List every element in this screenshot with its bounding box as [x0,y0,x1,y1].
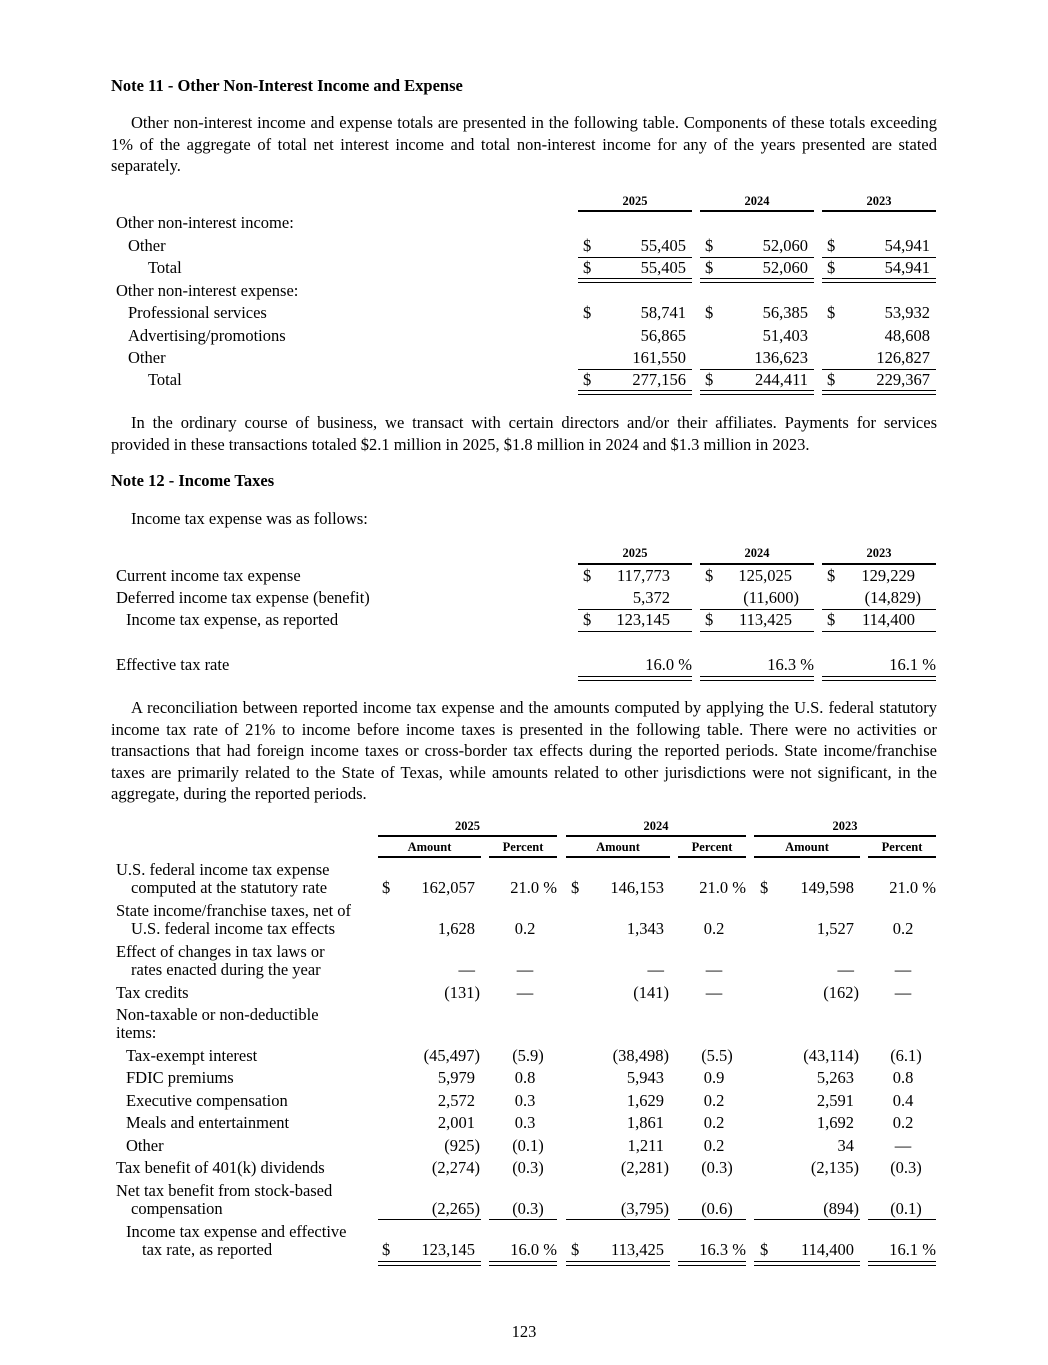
note11-year-2025: 2025 [622,194,648,208]
dollar-sign: $ [583,370,592,389]
double-rule [822,278,936,283]
income-other-2025: 55,405 [640,236,686,255]
tax-value: 117,773 [616,566,670,585]
expense-value: 126,827 [876,348,930,367]
recon-amount: (3,795) [620,1199,669,1218]
recon-amount: 1,343 [626,919,664,938]
recon-row-label: Tax benefit of 401(k) dividends [116,1158,325,1177]
recon-percent: — [894,983,912,1002]
recon-percent: (0.6) [701,1199,733,1218]
recon-amount: (2,274) [431,1158,480,1177]
tax-value: 129,229 [861,566,915,585]
recon-percent: (0.3) [512,1158,544,1177]
rule [678,856,746,858]
recon-percent: — [516,960,534,979]
tax-value: 114,400 [861,610,915,629]
double-rule [754,1261,860,1266]
recon-amount: (2,265) [431,1199,480,1218]
note12-intro: Income tax expense was as follows: [131,509,368,528]
amount-header: Amount [785,840,829,854]
expense-row-label: Advertising/promotions [128,326,286,345]
dollar-sign: $ [705,258,714,277]
rule [822,563,936,565]
recon-amount: (925) [444,1136,480,1155]
expense-value: 136,623 [754,348,808,367]
recon-row-label: items: [116,1023,157,1042]
expense-header: Other non-interest expense: [116,281,299,300]
recon-percent: (5.9) [512,1046,544,1065]
recon-amount: 1,861 [626,1113,664,1132]
percent-header: Percent [691,840,733,854]
recon-percent: (0.3) [512,1199,544,1218]
dollar-sign: $ [705,236,714,255]
recon-percent: 0.8 [514,1068,536,1087]
recon-row-label: State income/franchise taxes, net of [116,901,352,920]
double-rule [822,676,936,681]
expense-total-label: Total [148,370,182,389]
note12-year-2025: 2025 [622,546,648,560]
rule [700,631,814,632]
recon-amount: (38,498) [612,1046,669,1065]
double-rule [868,1261,936,1266]
note11-title: Note 11 - Other Non-Interest Income and Expense [111,76,463,95]
recon-row-label: FDIC premiums [126,1068,234,1087]
recon-percent: 0.2 [514,919,536,938]
effective-rate-value: 16.3 % [767,655,814,674]
rule [754,1219,860,1220]
dollar-sign: $ [827,610,836,629]
dollar-sign: $ [583,236,592,255]
recon-amount: — [458,960,475,979]
recon-amount: 1,692 [816,1113,854,1132]
recon-percent: 0.4 [892,1091,914,1110]
recon-row-label: Meals and entertainment [126,1113,290,1132]
recon-amount: 149,598 [800,878,854,897]
recon-percent: — [705,983,723,1002]
dollar-sign: $ [827,370,836,389]
recon-row-label: compensation [131,1199,223,1218]
percent-header: Percent [881,840,923,854]
recon-row-label: Other [126,1136,164,1155]
dollar-sign: $ [827,303,836,322]
dollar-sign: $ [583,566,592,585]
rule [678,1219,746,1220]
note12-paragraph: A reconciliation between reported income tax expense and the amounts computed by applying the U.S. federal statutory income tax rate of 21% to income before income taxes is presented in the following table. There were no activities or transactions that had foreign income taxes or cross-border tax effects during the reported periods. State income/franchise taxes are primarily related to the State of Texas, while amounts related to other jurisdictions were not significant, in the aggregate, during the reported periods. [111,698,937,803]
percent-header: Percent [502,840,544,854]
recon-percent: — [705,960,723,979]
dollar-sign: $ [571,1240,580,1259]
rule [378,856,481,858]
recon-percent: 21.0 % [510,878,557,897]
recon-amount: 123,145 [421,1240,475,1259]
rule [700,563,814,565]
expense-value: 48,608 [884,326,930,345]
dollar-sign: $ [705,566,714,585]
recon-row-label: Tax-exempt interest [126,1046,258,1065]
income-total-2025: 55,405 [640,258,686,277]
recon-amount: 2,001 [437,1113,475,1132]
recon-row-label: Tax credits [116,983,189,1002]
recon-amount: (141) [633,983,669,1002]
rule [489,1219,557,1220]
note11-year-2023: 2023 [866,194,892,208]
double-rule [578,390,692,395]
recon-amount: 113,425 [610,1240,664,1259]
expense-value: 53,932 [884,303,930,322]
rule [378,1219,481,1220]
note12-title: Note 12 - Income Taxes [111,471,275,490]
double-rule [822,390,936,395]
rule [566,835,746,837]
recon-percent: 0.2 [892,919,914,938]
recon-percent: 16.0 % [510,1240,557,1259]
note11-paragraph: Other non-interest income and expense totals are presented in the following table. Components of these totals exceeding 1% of the aggregate of total net interest income and total non-interest income for any of the years presented are stated separately. [111,113,937,175]
recon-percent: 0.3 [514,1091,536,1110]
recon-amount: 2,572 [437,1091,475,1110]
recon-amount: (2,281) [620,1158,669,1177]
tax-value: (11,600) [743,588,799,607]
effective-rate-label: Effective tax rate [116,655,230,674]
double-rule [578,676,692,681]
recon-percent: 0.9 [703,1068,725,1087]
recon-amount: (894) [823,1199,859,1218]
recon-amount: 34 [837,1136,854,1155]
recon-percent: 0.2 [703,919,725,938]
effective-rate-value: 16.0 % [645,655,692,674]
recon-row-label: computed at the statutory rate [131,878,328,897]
recon-percent: (0.3) [701,1158,733,1177]
note11-paragraph2: In the ordinary course of business, we transact with certain directors and/or their affiliates. Payments for services provided in these transactions totaled $2.1 million in 2025, $1.8 million in 2024 and $1.3 million in 2023. [111,413,937,454]
double-rule [700,390,814,395]
expense-value: 161,550 [632,348,686,367]
income-total-2023: 54,941 [884,258,930,277]
recon-amount: — [837,960,854,979]
dollar-sign: $ [827,258,836,277]
double-rule [378,1261,481,1266]
tax-value: 125,025 [738,566,792,585]
tax-row-label: Deferred income tax expense (benefit) [116,588,370,607]
recon-percent: (0.3) [890,1158,922,1177]
rule [578,563,692,565]
recon-row-label: Income tax expense and effective [126,1222,347,1241]
expense-value: 51,403 [762,326,808,345]
income-header: Other non-interest income: [116,213,294,232]
recon-percent: 0.2 [703,1091,725,1110]
recon-percent: (0.1) [512,1136,544,1155]
tax-value: (14,829) [864,588,921,607]
double-rule [489,1261,557,1266]
tax-row-label: Current income tax expense [116,566,301,585]
recon-amount: 162,057 [421,878,475,897]
dollar-sign: $ [827,566,836,585]
tax-value: 113,425 [738,610,792,629]
dollar-sign: $ [583,610,592,629]
recon-percent: 16.3 % [699,1240,746,1259]
recon-row-label: U.S. federal income tax effects [131,919,336,938]
expense-row-label: Other [128,348,166,367]
rule [578,631,692,632]
recon-percent: 16.1 % [889,1240,936,1259]
dollar-sign: $ [382,878,391,897]
recon-amount: 5,263 [816,1068,854,1087]
rule [754,835,936,837]
recon-amount: (43,114) [803,1046,859,1065]
recon-percent: (6.1) [890,1046,922,1065]
rule [822,631,936,632]
rule [566,1219,670,1220]
dollar-sign: $ [705,370,714,389]
recon-amount: 1,629 [626,1091,664,1110]
dollar-sign: $ [705,303,714,322]
recon-row-label: Effect of changes in tax laws or [116,942,325,961]
recon-amount: (2,135) [810,1158,859,1177]
dollar-sign: $ [571,878,580,897]
rule [868,856,936,858]
recon-row-label: rates enacted during the year [131,960,321,979]
recon-amount: 1,527 [816,919,854,938]
amount-header: Amount [596,840,640,854]
expense-row-label: Professional services [128,303,267,322]
recon-percent: 0.2 [703,1113,725,1132]
double-rule [700,676,814,681]
rule [566,856,670,858]
recon-amount: 1,628 [437,919,475,938]
effective-rate-value: 16.1 % [889,655,936,674]
recon-amount: 2,591 [816,1091,854,1110]
recon-row-label: Non-taxable or non-deductible [116,1005,319,1024]
expense-value: 56,385 [762,303,808,322]
expense-total-2023: 229,367 [876,370,930,389]
recon-amount: 5,943 [626,1068,664,1087]
expense-total-2025: 277,156 [632,370,686,389]
recon-amount: 146,153 [610,878,664,897]
income-other-label: Other [128,236,166,255]
recon-amount: (162) [823,983,859,1002]
rule [700,210,814,212]
page-number: 123 [511,1322,537,1341]
dollar-sign: $ [382,1240,391,1259]
rule [822,210,936,212]
recon-amount: — [647,960,664,979]
tax-value: 123,145 [616,610,670,629]
recon-row-label: Net tax benefit from stock-based [116,1181,333,1200]
recon-percent: 21.0 % [699,878,746,897]
rule [754,856,860,858]
recon-percent: 0.2 [703,1136,725,1155]
recon-amount: 1,211 [627,1136,664,1155]
expense-total-2024: 244,411 [754,370,808,389]
recon-percent: 21.0 % [889,878,936,897]
rule [868,1219,936,1220]
dollar-sign: $ [760,1240,769,1259]
tax-value: 5,372 [632,588,670,607]
note12-year-2024: 2024 [744,546,770,560]
recon-year-2024: 2024 [643,819,669,833]
recon-amount: 114,400 [800,1240,854,1259]
recon-amount: (45,497) [423,1046,480,1065]
dollar-sign: $ [705,610,714,629]
recon-row-label: Executive compensation [126,1091,288,1110]
recon-row-label: U.S. federal income tax expense [116,860,330,879]
double-rule [566,1261,670,1266]
expense-value: 56,865 [640,326,686,345]
recon-percent: 0.3 [514,1113,536,1132]
recon-amount: 5,979 [437,1068,475,1087]
double-rule [578,278,692,283]
double-rule [678,1261,746,1266]
rule [378,835,557,837]
dollar-sign: $ [583,258,592,277]
tax-row-label: Income tax expense, as reported [126,610,339,629]
note11-year-2024: 2024 [744,194,770,208]
recon-year-2023: 2023 [832,819,858,833]
rule [489,856,557,858]
income-total-label: Total [148,258,182,277]
income-total-2024: 52,060 [762,258,808,277]
dollar-sign: $ [827,236,836,255]
recon-year-2025: 2025 [455,819,480,833]
dollar-sign: $ [760,878,769,897]
expense-value: 58,741 [640,303,686,322]
recon-percent: (5.5) [701,1046,733,1065]
note12-year-2023: 2023 [866,546,892,560]
recon-percent: (0.1) [890,1199,922,1218]
amount-header: Amount [407,840,452,854]
dollar-sign: $ [583,303,592,322]
recon-percent: — [894,1136,912,1155]
recon-percent: 0.8 [892,1068,914,1087]
income-other-2024: 52,060 [762,236,808,255]
recon-percent: 0.2 [892,1113,914,1132]
recon-percent: — [516,983,534,1002]
rule [578,210,692,212]
recon-percent: — [894,960,912,979]
recon-row-label: tax rate, as reported [142,1240,273,1259]
double-rule [700,278,814,283]
recon-amount: (131) [444,983,480,1002]
income-other-2023: 54,941 [884,236,930,255]
